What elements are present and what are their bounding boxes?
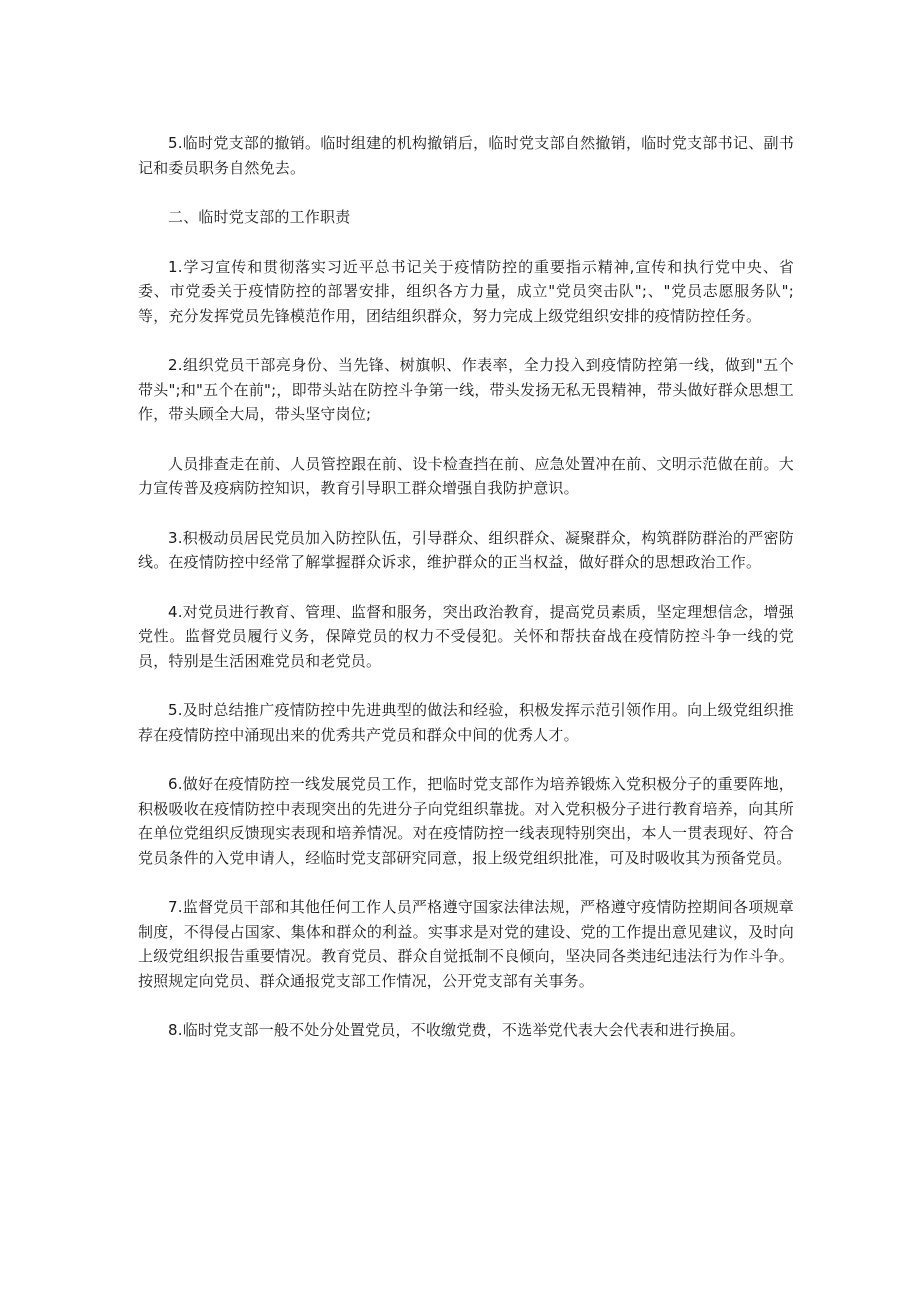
document-body <box>138 131 794 1043</box>
paragraph-duty-2: 2.组织党员干部亮身份、当先锋、树旗帜、作表率，全力投入到疫情防控第一线，做到"五个带头";和"五个在前";，即带头站在防控斗争第一线，带头发扬无私无畏精神，带头做好群众思想工作，带头顾全大局，带头坚守岗位; <box>138 356 794 423</box>
paragraph-duty-7: 7.监督党员干部和其他任何工作人员严格遵守国家法律法规，严格遵守疫情防控期间各项规章制度，不得侵占国家、集体和群众的利益。实事求是对党的建设、党的工作提出意见建议，及时向上级党组织报告重要情况。教育党员、群众自觉抵制不良倾向，坚决同各类违纪违法行为作斗争。按照规定向党员、群众通报党支部工作情况，公开党支部有关事务。 <box>138 898 794 990</box>
paragraph-duty-8: 8.临时党支部一般不处分处置党员，不收缴党费，不选举党代表大会代表和进行换届。 <box>168 1021 746 1039</box>
paragraph-duty-6: 6.做好在疫情防控一线发展党员工作，把临时党支部作为培养锻炼入党积极分子的重要阵地，积极吸收在疫情防控中表现突出的先进分子向党组织靠拢。对入党积极分子进行教育培养，向其所在单位党组织反馈现实表现和培养情况。对在疫情防控一线表现特别突出，本人一贯表现好、符合党员条件的入党申请人，经临时党支部研究同意，报上级党组织批准，可及时吸收其为预备党员。 <box>138 775 794 867</box>
paragraph-five-fronts: 人员排查走在前、人员管控跟在前、设卡检查挡在前、应急处置冲在前、文明示范做在前。大力宣传普及疫病防控知识，教育引导职工群众增强自我防护意识。 <box>138 454 794 497</box>
section-heading-duties: 二、临时党支部的工作职责 <box>168 208 351 226</box>
paragraph-dissolution: 5.临时党支部的撤销。临时组建的机构撤销后，临时党支部自然撤销，临时党支部书记、副书记和委员职务自然免去。 <box>138 134 794 177</box>
paragraph-duty-5: 5.及时总结推广疫情防控中先进典型的做法和经验，积极发挥示范引领作用。向上级党组织推荐在疫情防控中涌现出来的优秀共产党员和群众中间的优秀人才。 <box>138 701 794 744</box>
paragraph-duty-1: 1.学习宣传和贯彻落实习近平总书记关于疫情防控的重要指示精神,宣传和执行党中央、省委、市党委关于疫情防控的部署安排，组织各方力量，成立"党员突击队";、"党员志愿服务队";等，充分发挥党员先锋模范作用，团结组织群众，努力完成上级党组织安排的疫情防控任务。 <box>138 257 794 325</box>
paragraph-duty-4: 4.对党员进行教育、管理、监督和服务，突出政治教育，提高党员素质，坚定理想信念，增强党性。监督党员履行义务，保障党员的权力不受侵犯。关怀和帮扶奋战在疫情防控斗争一线的党员，特别是生活困难党员和老党员。 <box>138 602 794 670</box>
paragraph-duty-3: 3.积极动员居民党员加入防控队伍，引导群众、组织群众、凝聚群众，构筑群防群治的严密防线。在疫情防控中经常了解掌握群众诉求，维护群众的正当权益，做好群众的思想政治工作。 <box>138 528 794 571</box>
